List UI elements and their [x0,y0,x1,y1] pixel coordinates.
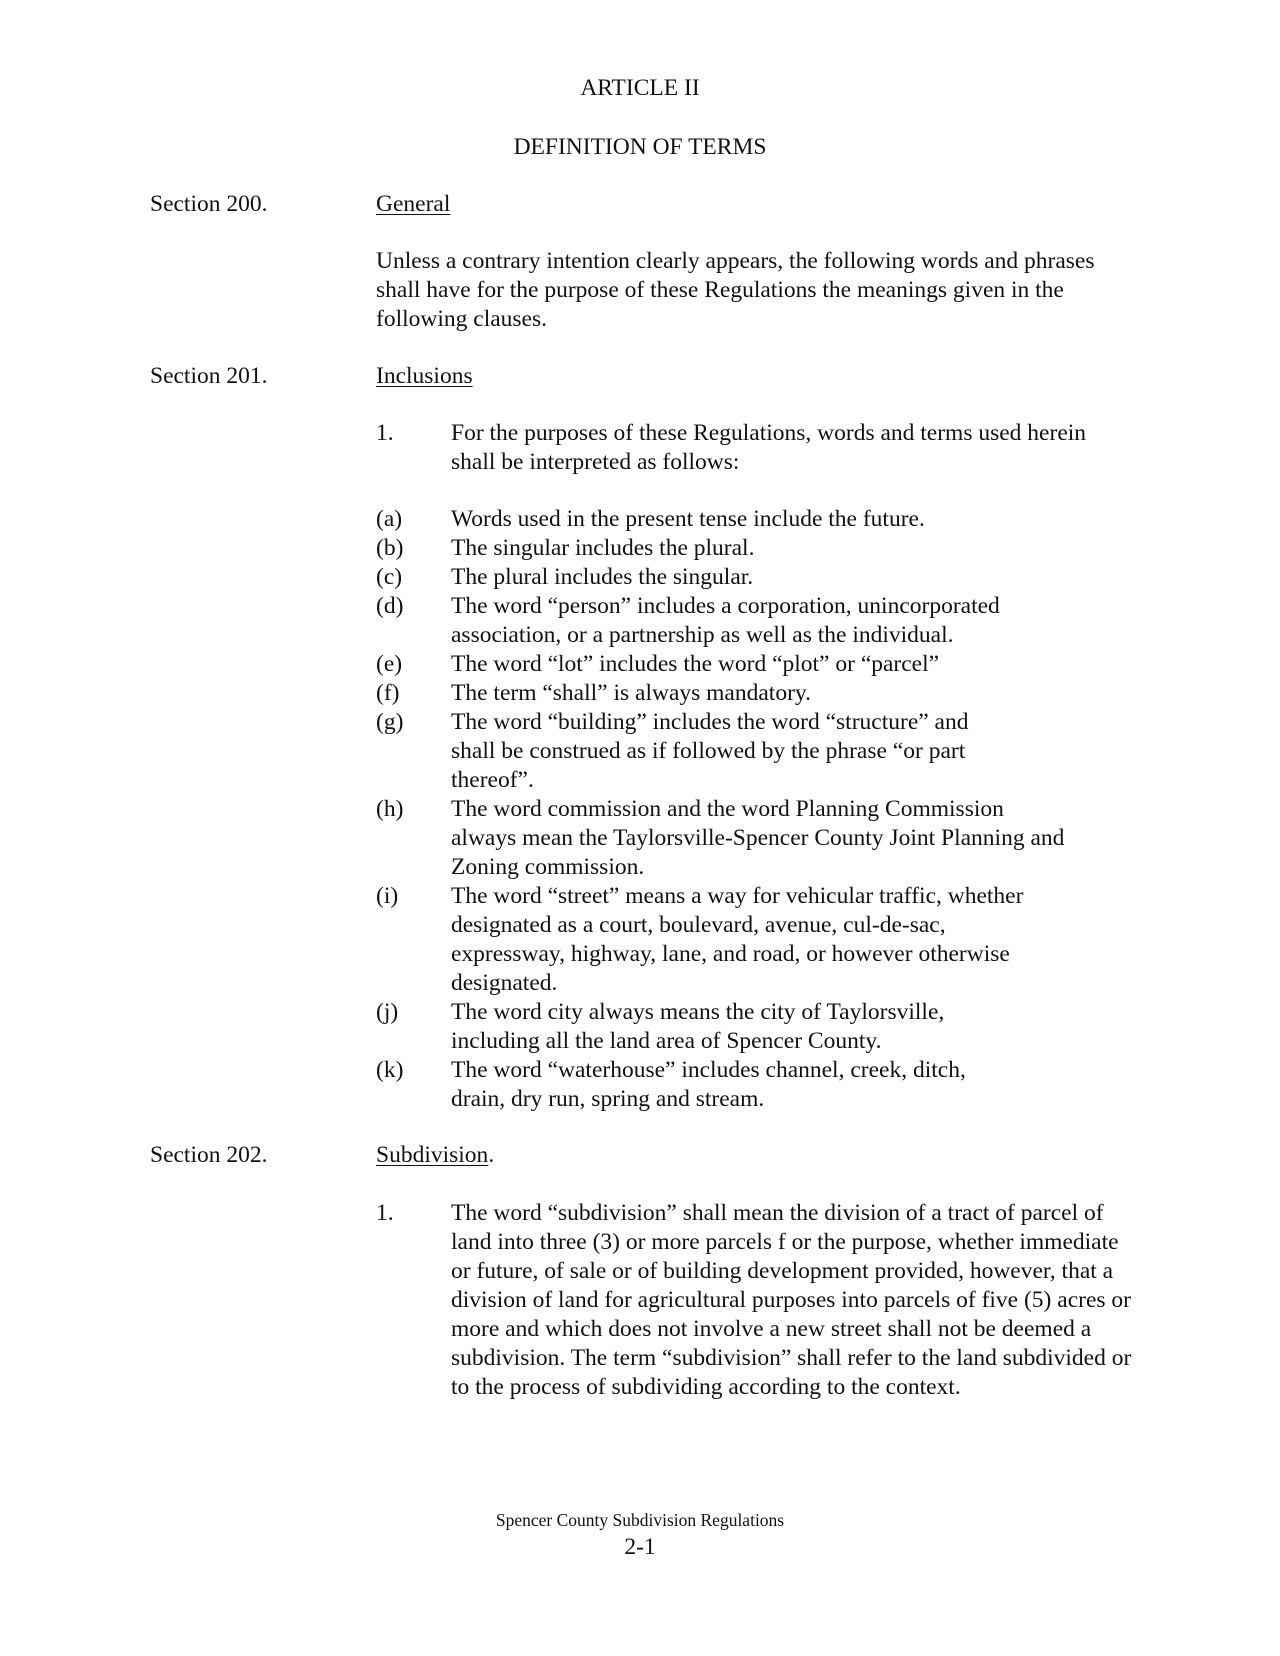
list-item-text-c: The plural includes the singular. [451,564,754,590]
list-item-text-d: The word “person” includes a corporation, unincorporated association, or a partnership as well as the individual. [451,593,1000,648]
footer-title: Spencer County Subdivision Regulations [495,1510,785,1530]
section-201-label: Section 201. [150,363,268,389]
section-202-heading-wrap [376,1141,494,1170]
page-number: 2-1 [624,1534,656,1560]
list-item-text-f: The term “shall” is always mandatory. [451,680,811,706]
article-number: ARTICLE II [580,75,700,101]
list-item-label-k: (k) [376,1057,404,1083]
list-item-text-h: The word commission and the word Planning Commission always mean the Taylorsville-Spencer County Joint Planning and Zoning commission. [451,796,1065,880]
list-item-label-e: (e) [376,651,403,677]
section-200-label: Section 200. [150,191,268,217]
list-item-text-a: Words used in the present tense include the future. [451,506,925,532]
section-200-body: Unless a contrary intention clearly appears, the following words and phrases shall have for the purpose of these Regulations the meanings given in the following clauses. [376,248,1095,332]
list-item-label-c: (c) [376,564,403,590]
list-item-label-j: (j) [376,999,399,1025]
list-item-label-d: (d) [376,593,404,619]
article-title: DEFINITION OF TERMS [513,134,767,160]
list-item-text-g: The word “building” includes the word “structure” and shall be construed as if followed by the phrase “or part thereof”. [451,709,969,793]
section-202-heading-suffix: . [488,1142,495,1168]
list-item-text-i: The word “street” means a way for vehicular traffic, whether designated as a court, boulevard, avenue, cul-de-sac, expressway, highway, lane, and road, or however otherwise designated. [451,883,1024,996]
list-item-text-j: The word city always means the city of Taylorsville, including all the land area of Spencer County. [451,999,945,1054]
list-item-label-f: (f) [376,680,400,706]
section-201-item-number: 1. [376,420,394,446]
list-item-label-b: (b) [376,535,404,561]
list-item-text-b: The singular includes the plural. [451,535,755,561]
list-item-text-e: The word “lot” includes the word “plot” or “parcel” [451,651,940,677]
list-item-text-k: The word “waterhouse” includes channel, creek, ditch, drain, dry run, spring and stream. [451,1057,966,1112]
section-202-item-number: 1. [376,1200,394,1226]
section-202-heading: Subdivision [376,1142,489,1168]
section-201-heading: Inclusions [376,363,473,389]
section-202-item-text: The word “subdivision” shall mean the division of a tract of parcel of land into three (3) or more parcels f or the purpose, whether immediate or future, of sale or of building development provided, however, that a division of land for agricultural purposes into parcels of five (5) acres or more and which does not involve a new street shall not be deemed a subdivision. The term “subdivision” shall refer to the land subdivided or to the process of subdividing according to the context. [451,1200,1132,1400]
list-item-label-h: (h) [376,796,404,822]
list-item-label-g: (g) [376,709,404,735]
list-item-label-a: (a) [376,506,403,532]
section-201-item-text: For the purposes of these Regulations, words and terms used herein shall be interpreted as follows: [451,420,1087,475]
list-item-label-i: (i) [376,883,399,909]
section-202-label: Section 202. [150,1142,268,1168]
section-200-heading: General [376,191,451,217]
